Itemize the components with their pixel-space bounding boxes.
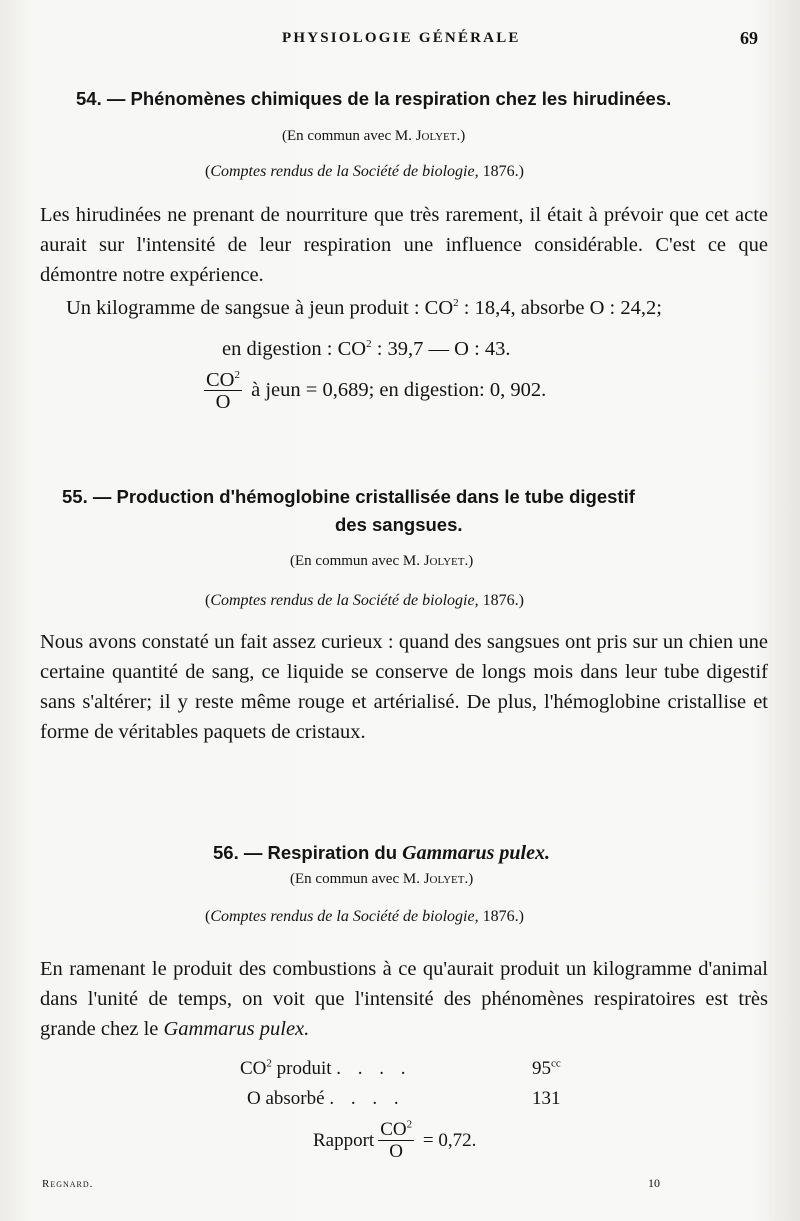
section-55-title-line-2: des sangsues. [335, 514, 463, 535]
o-absorbe-row: O absorbé . . . . [247, 1088, 405, 1109]
co2-produit-value: $95^{cc}$ [532, 1057, 561, 1079]
section-56-paragraph: En ramenant le produit des combustions à ce qu'aurait produit un kilogramme d'animal dans l'unité de temps, on voit que l'intensité des phénomènes respiratoires est très grande chez le Gammarus pulex. [40, 958, 768, 1040]
co2-produit-row: $CO^2$ produit . . . . [240, 1057, 412, 1079]
section-56-source: (Comptes rendus de la Société de biologie, 1876.) [205, 908, 524, 925]
section-54-ratio-line: $\frac{CO^2}{O}$ à jeun = 0,689; en digestion: 0, 902. [206, 369, 547, 413]
section-54-formula-line-2: en digestion : $CO^2$ : 39,7 — O : 43. [222, 338, 511, 360]
collab-name: Jolyet [415, 128, 457, 144]
co2-o-fraction: $\frac{CO^2}{O}$ [206, 369, 240, 413]
section-55-source: (Comptes rendus de la Société de biologie, 1876.) [205, 592, 524, 609]
section-55-title-line-1: 55. — Production d'hémoglobine cristallisée dans le tube digestif [62, 486, 635, 507]
rapport-fraction: $\frac{CO^2}{O}$ [380, 1118, 413, 1162]
section-56-title: 56. — Respiration du Gammarus pulex. [213, 842, 550, 864]
section-54-title: 54. — Phénomènes chimiques de la respiration chez les hirudinées. [76, 88, 672, 109]
section-54-collab: (En commun avec M. Jolyet.) [282, 128, 466, 144]
running-title: PHYSIOLOGIE GÉNÉRALE [282, 30, 521, 46]
section-55-paragraph: Nous avons constaté un fait assez curieux : quand des sangsues ont pris sur un chien une certaine quantité de sang, ce liquide se conserve de longs mois dans leur tube digestif sans s'altérer; il y reste même rouge et artérialisé. De plus, l'hémoglobine cristallise et forme de véritables paquets de cristaux. [40, 631, 768, 743]
collab-name: Jolyet [423, 871, 465, 887]
page-number: 69 [740, 28, 758, 48]
section-54-formula-line-1: Un kilogramme de sangsue à jeun produit : $CO^2$ : 18,4, absorbe O : 24,2; [66, 297, 662, 319]
footer-signature: 10 [648, 1176, 660, 1190]
footer-author: Regnard. [42, 1178, 94, 1190]
section-54-paragraph: Les hirudinées ne prenant de nourriture que très rarement, il était à prévoir que cet acte aurait sur l'intensité de leur respiration une influence considérable. C'est ce que démontre notre expérience. [40, 204, 768, 286]
section-56-collab: (En commun avec M. Jolyet.) [290, 871, 474, 887]
section-54-source: (Comptes rendus de la Société de biologie, 1876.) [205, 163, 524, 180]
collab-name: Jolyet [423, 553, 465, 569]
section-55-collab: (En commun avec M. Jolyet.) [290, 553, 474, 569]
rapport-line: Rapport $\frac{CO^2}{O}$ = 0,72. [313, 1118, 477, 1162]
o-absorbe-value: 131 [532, 1088, 561, 1109]
